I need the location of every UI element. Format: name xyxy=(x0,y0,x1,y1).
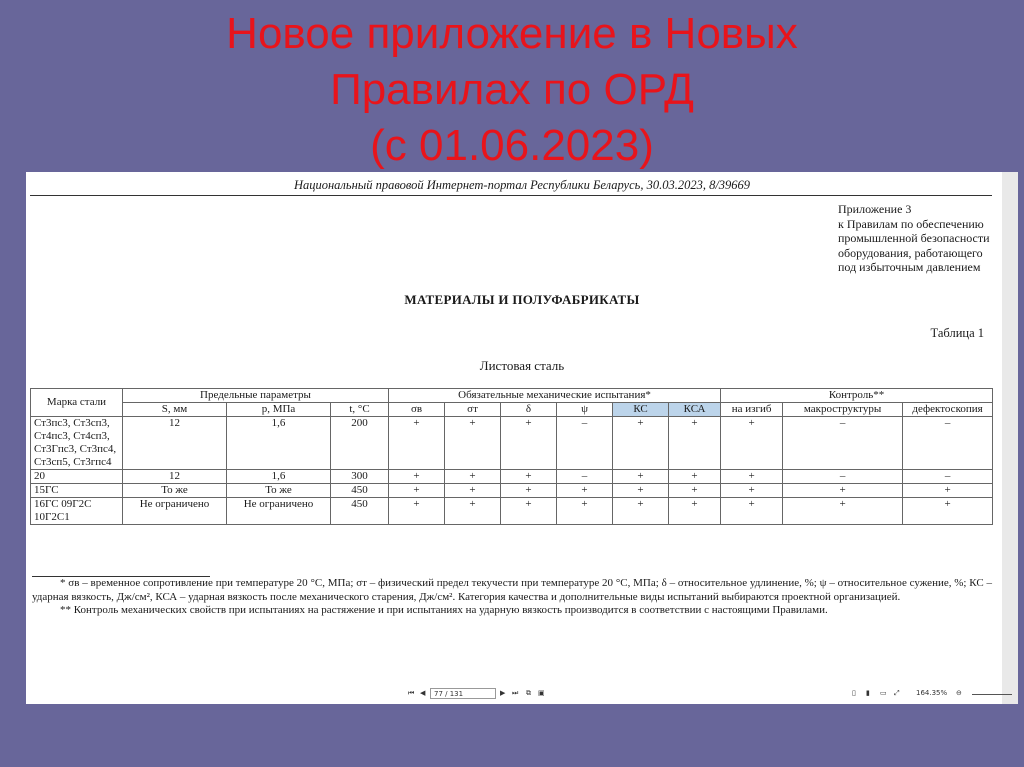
table-cell: + xyxy=(721,484,783,498)
table-cell: + xyxy=(613,470,669,484)
table-row xyxy=(31,417,993,470)
col-group-control: Контроль** xyxy=(721,389,993,403)
col-header: макроструктуры xyxy=(783,403,903,417)
page-number-input[interactable]: 77 / 131 xyxy=(430,688,496,699)
next-page-icon[interactable]: ▶ xyxy=(500,689,506,697)
col-header: S, мм xyxy=(123,403,227,417)
cell-grade: 20 xyxy=(31,470,123,484)
table-cell: + xyxy=(783,498,903,525)
table-cell: + xyxy=(721,417,783,470)
col-header: σв xyxy=(389,403,445,417)
zoom-out-icon[interactable]: ⊖ xyxy=(956,689,962,697)
table-cell: + xyxy=(669,470,721,484)
table-cell: + xyxy=(389,484,445,498)
table-cell: + xyxy=(721,498,783,525)
col-group-mech: Обязательные механические испытания* xyxy=(389,389,721,403)
table-cell: + xyxy=(445,417,501,470)
table-cell: 450 xyxy=(331,498,389,525)
appendix-line: оборудования, работающего xyxy=(838,245,983,260)
table-caption: Листовая сталь xyxy=(479,358,565,373)
table-cell: + xyxy=(389,470,445,484)
table-cell: + xyxy=(445,484,501,498)
table-cell: – xyxy=(783,417,903,470)
table-row xyxy=(31,470,993,484)
table-cell: + xyxy=(613,417,669,470)
col-header-grade: Марка стали xyxy=(31,389,123,417)
zoom-slider[interactable] xyxy=(972,694,1012,695)
first-page-icon[interactable]: ⏮ xyxy=(408,689,415,697)
fit-page-icon[interactable]: ⤢ xyxy=(894,689,900,697)
table-cell: + xyxy=(903,484,993,498)
table-cell: Не ограничено xyxy=(227,498,331,525)
table-cell: То же xyxy=(227,484,331,498)
appendix-line: Приложение 3 xyxy=(838,202,912,216)
appendix-line: к Правилам по обеспечению xyxy=(838,216,984,231)
cell-grade: 16ГС 09Г2С 10Г2С1 xyxy=(31,498,123,525)
table-cell: + xyxy=(613,498,669,525)
footnotes xyxy=(32,577,992,618)
table-cell: + xyxy=(445,498,501,525)
table-cell: 300 xyxy=(331,470,389,484)
table-cell: + xyxy=(501,417,557,470)
viewer-toolbar xyxy=(26,688,1018,702)
scroll-mode-icon[interactable]: ▭ xyxy=(880,689,887,697)
cell-grade: Ст3пс3, Ст3сп3, Ст4пс3, Ст4сп3, Ст3Гпс3, Ст3пс4, Ст3сп5, Ст3гпс4 xyxy=(31,417,123,470)
table-cell: 200 xyxy=(331,417,389,470)
slide-title-line-3: (с 01.06.2023) xyxy=(370,121,654,170)
col-group-limits: Предельные параметры xyxy=(123,389,389,403)
slide-title-line-2: Правилах по ОРД xyxy=(330,65,694,114)
section-title: МАТЕРИАЛЫ И ПОЛУФАБРИКАТЫ xyxy=(404,292,640,307)
copy-icon[interactable]: ⧉ xyxy=(526,689,531,697)
table-cell: – xyxy=(557,417,613,470)
table-cell: 12 xyxy=(123,417,227,470)
slide-title xyxy=(0,6,1024,174)
table-cell: – xyxy=(903,417,993,470)
footnote-control: ** Контроль механических свойств при испытаниях на растяжение и при испытаниях на ударную вязкость производится в соответствии с настоящими Правилами. xyxy=(60,604,828,616)
table-cell: Не ограничено xyxy=(123,498,227,525)
last-page-icon[interactable]: ⏭ xyxy=(512,689,519,697)
table-cell: 1,6 xyxy=(227,417,331,470)
table-cell: + xyxy=(501,498,557,525)
header-divider xyxy=(30,195,992,196)
table-cell: + xyxy=(783,484,903,498)
table-row xyxy=(31,498,993,525)
table-cell: + xyxy=(903,498,993,525)
table-cell: То же xyxy=(123,484,227,498)
table-cell: – xyxy=(903,470,993,484)
table-cell: + xyxy=(389,498,445,525)
appendix-line: промышленной безопасности xyxy=(838,231,990,245)
table-cell: + xyxy=(389,417,445,470)
table-cell: + xyxy=(557,484,613,498)
col-header: ψ xyxy=(557,403,613,417)
two-page-icon[interactable]: ▮ xyxy=(866,689,870,697)
col-header: t, °C xyxy=(331,403,389,417)
table-cell: + xyxy=(445,470,501,484)
col-header: дефектоскопия xyxy=(903,403,993,417)
table-cell: 450 xyxy=(331,484,389,498)
table-cell: – xyxy=(783,470,903,484)
col-header: δ xyxy=(501,403,557,417)
col-header-highlighted: КСА xyxy=(669,403,721,417)
materials-table xyxy=(30,388,993,525)
table-row xyxy=(31,484,993,498)
table-cell: – xyxy=(557,470,613,484)
col-header: на изгиб xyxy=(721,403,783,417)
table-cell: + xyxy=(721,470,783,484)
table-cell: + xyxy=(501,484,557,498)
table-number: Таблица 1 xyxy=(930,326,984,340)
appendix-line: под избыточным давлением xyxy=(838,260,981,274)
cell-grade: 15ГС xyxy=(31,484,123,498)
doc-header: Национальный правовой Интернет-портал Республики Беларусь, 30.03.2023, 8/39669 xyxy=(293,178,751,192)
col-header: p, МПа xyxy=(227,403,331,417)
col-header-highlighted: КС xyxy=(613,403,669,417)
footnote-mech: * σв – временное сопротивление при температуре 20 °С, МПа; σт – физический предел текучести при температуре 20 °С, МПа; δ – относительное удлинение, %; ψ – относительное сужение, %; КС – ударная вязкость, Дж/см², КСА – ударная вязкость после механического старения, Дж/см². Категория качества и дополнительные виды испытаний выбираются проектной организацией. xyxy=(32,577,992,603)
single-page-icon[interactable]: ▯ xyxy=(852,689,856,697)
document-page xyxy=(26,172,1018,704)
export-icon[interactable]: ▣ xyxy=(538,689,545,697)
zoom-level: 164.35% xyxy=(916,689,948,697)
slide-title-line-1: Новое приложение в Новых xyxy=(226,9,798,58)
table-cell: + xyxy=(613,484,669,498)
appendix-block xyxy=(838,202,1008,275)
table-cell: + xyxy=(669,417,721,470)
table-cell: 12 xyxy=(123,470,227,484)
table-cell: + xyxy=(669,484,721,498)
table-cell: + xyxy=(669,498,721,525)
table-cell: + xyxy=(557,498,613,525)
prev-page-icon[interactable]: ◀ xyxy=(420,689,426,697)
table-cell: 1,6 xyxy=(227,470,331,484)
col-header: σт xyxy=(445,403,501,417)
table-cell: + xyxy=(501,470,557,484)
